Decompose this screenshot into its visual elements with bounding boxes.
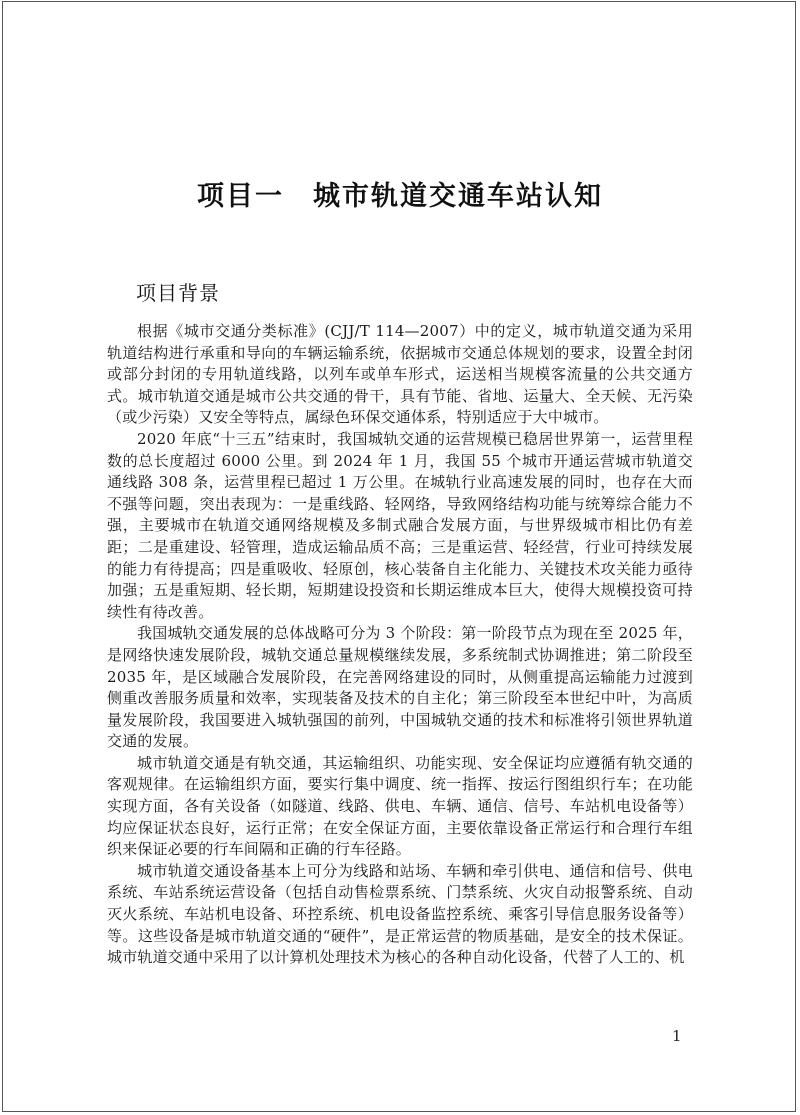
paragraph: 城市轨道交通是有轨交通，其运输组织、功能实现、安全保证均应遵循有轨交通的客观规律。在运输组织方面，要实行集中调度、统一指挥、按运行图组织行车；在功能实现方面，各有关设备（如隧道、线路、供电、车辆、通信、信号、车站机电设备等）均应保证状态良好，运行正常；在安全保证方面，主要依靠设备正常运行和合理行车组织来保证必要的行车间隔和正确的行车径路。	[107, 753, 693, 859]
section-heading: 项目背景	[136, 281, 220, 305]
page-number: 1	[672, 1027, 682, 1045]
chapter-title: 项目一 城市轨道交通车站认知	[197, 181, 603, 212]
paragraph: 2020 年底“十三五”结束时，我国城轨交通的运营规模已稳居世界第一，运营里程数的总长度超过 6000 公里。到 2024 年 1 月，我国 55 个城市开通运营城市轨道交通线路 308 条，运营里程已超过 1 万公里。在城轨行业高速发展的同时，也存在大而不强等问题，突出表现为：一是重线路、轻网络，导致网络结构功能与统筹综合能力不强，主要城市在轨道交通网络规模及多制式融合发展方面，与世界级城市相比仍有差距；二是重建设、轻管理，造成运输品质不高；三是重运营、轻经营，行业可持续发展的能力有待提高；四是重吸收、轻原创，核心装备自主化能力、关键技术攻关能力亟待加强；五是重短期、轻长期，短期建设投资和长期运维成本巨大，使得大规模投资可持续性有待改善。	[107, 429, 693, 621]
paragraph: 城市轨道交通设备基本上可分为线路和站场、车辆和牵引供电、通信和信号、供电系统、车站系统运营设备（包括自动售检票系统、门禁系统、火灾自动报警系统、自动灭火系统、车站机电设备、环控系统、机电设备监控系统、乘客引导信息服务设备等）等。这些设备是城市轨道交通的“硬件”，是正常运营的物质基础，是安全的技术保证。城市轨道交通中采用了以计算机处理技术为核心的各种自动化设备，代替了人工的、机	[107, 861, 693, 967]
body-text	[107, 321, 693, 969]
paragraph: 我国城轨交通发展的总体战略可分为 3 个阶段：第一阶段节点为现在至 2025 年，是网络快速发展阶段，城轨交通总量规模继续发展，多系统制式协调推进；第二阶段至 2035 年，是区域融合发展阶段，在完善网络建设的同时，从侧重提高运输能力过渡到侧重改善服务质量和效率，实现装备及技术的自主化；第三阶段至本世纪中叶，为高质量发展阶段，我国要进入城轨强国的前列，中国城轨交通的技术和标准将引领世界轨道交通的发展。	[107, 624, 693, 751]
paragraph: 根据《城市交通分类标准》(CJJ/T 114—2007）中的定义，城市轨道交通为采用轨道结构进行承重和导向的车辆运输系统，依据城市交通总体规划的要求，设置全封闭或部分封闭的专用轨道线路，以列车或单车形式，运送相当规模客流量的公共交通方式。城市轨道交通是城市公共交通的骨干，具有节能、省地、运量大、全天候、无污染（或少污染）又安全等特点，属绿色环保交通体系，特别适应于大中城市。	[107, 322, 693, 427]
